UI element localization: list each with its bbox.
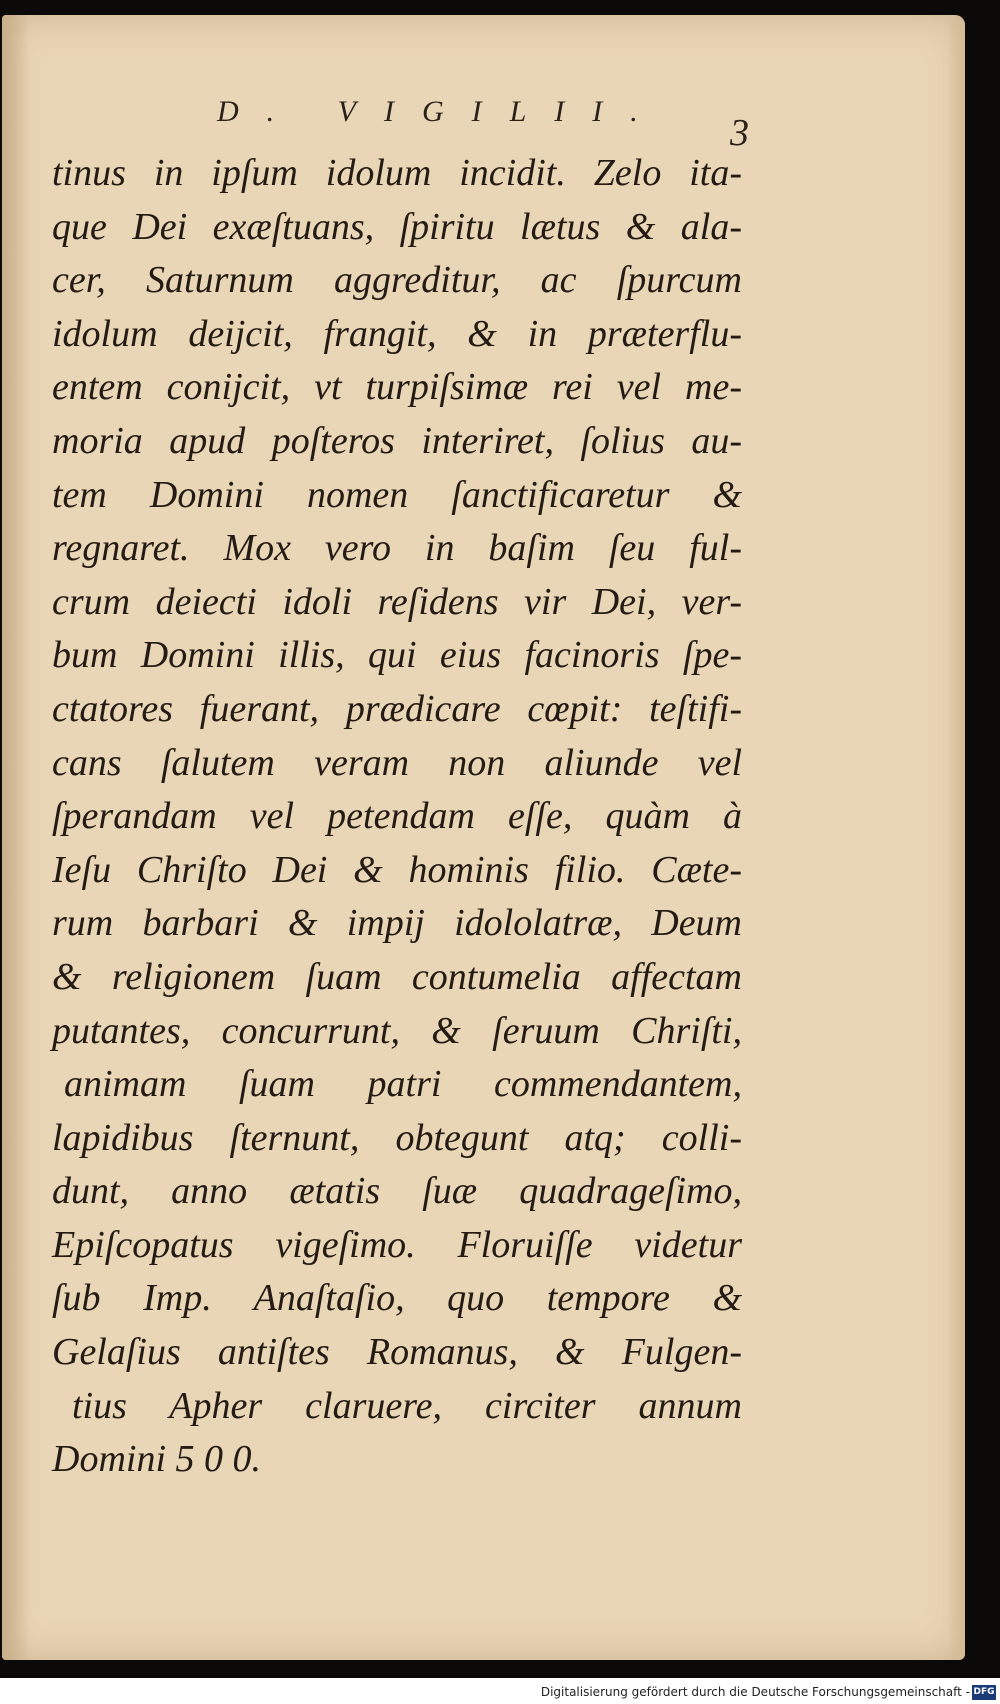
text-line: que Dei exæſtuans, ſpiritu lætus & ala- (52, 205, 742, 248)
text-line: ſperandam vel petendam eſſe, quàm à (52, 795, 742, 838)
text-line: cer, Saturnum aggreditur, ac ſpurcum (52, 259, 742, 302)
text-line: tem Domini nomen ſanctificaretur & (52, 473, 742, 516)
text-line: crum deiecti idoli reſidens vir Dei, ver- (52, 580, 742, 623)
text-line: bum Domini illis, qui eius facinoris ſpe- (52, 634, 742, 677)
running-head: D. VIGILII. (217, 95, 666, 128)
text-line: ſub Imp. Anaſtaſio, quo tempore & (52, 1277, 742, 1320)
body-text (52, 147, 742, 1487)
text-line: Epiſcopatus vigeſimo. Floruiſſe videtur (52, 1223, 742, 1266)
text-line: cans ſalutem veram non aliunde vel (52, 741, 742, 784)
text-line: moria apud poſteros interiret, ſolius au- (52, 419, 742, 462)
text-line: Ieſu Chriſto Dei & hominis filio. Cæte- (52, 848, 742, 891)
text-line: ctatores fuerant, prædicare cœpit: teſtifi- (52, 687, 742, 730)
text-line: tius Apher claruere, circiter annum (72, 1384, 742, 1427)
text-line: lapidibus ſternunt, obtegunt atq; colli- (52, 1116, 742, 1159)
dfg-logo: DFG (972, 1685, 996, 1700)
text-line: idolum deijcit, frangit, & in præterflu- (52, 312, 742, 355)
text-line: Domini 5 0 0. (52, 1438, 261, 1481)
text-line: Gelaſius antiſtes Romanus, & Fulgen- (52, 1331, 742, 1374)
text-line: entem conijcit, vt turpiſsimæ rei vel me- (52, 366, 742, 409)
text-line: putantes, concurrunt, & ſeruum Chriſti, (52, 1009, 742, 1052)
gutter-shadow (2, 15, 30, 1660)
text-line: dunt, anno ætatis ſuæ quadrageſimo, (52, 1170, 742, 1213)
text-line: regnaret. Mox vero in baſim ſeu ful- (52, 527, 742, 570)
text-line: animam ſuam patri commendantem, (64, 1063, 742, 1106)
page-number: 3 (730, 112, 749, 154)
page-edge-shadow (947, 15, 965, 1660)
book-page (2, 15, 965, 1660)
text-line: rum barbari & impij idololatræ, Deum (52, 902, 742, 945)
digitization-credit: Digitalisierung gefördert durch die Deutsche Forschungsgemeinschaft - (540, 1685, 970, 1699)
text-line: tinus in ipſum idolum incidit. Zelo ita- (52, 152, 742, 194)
text-line: & religionem ſuam contumelia affectam (52, 955, 742, 998)
